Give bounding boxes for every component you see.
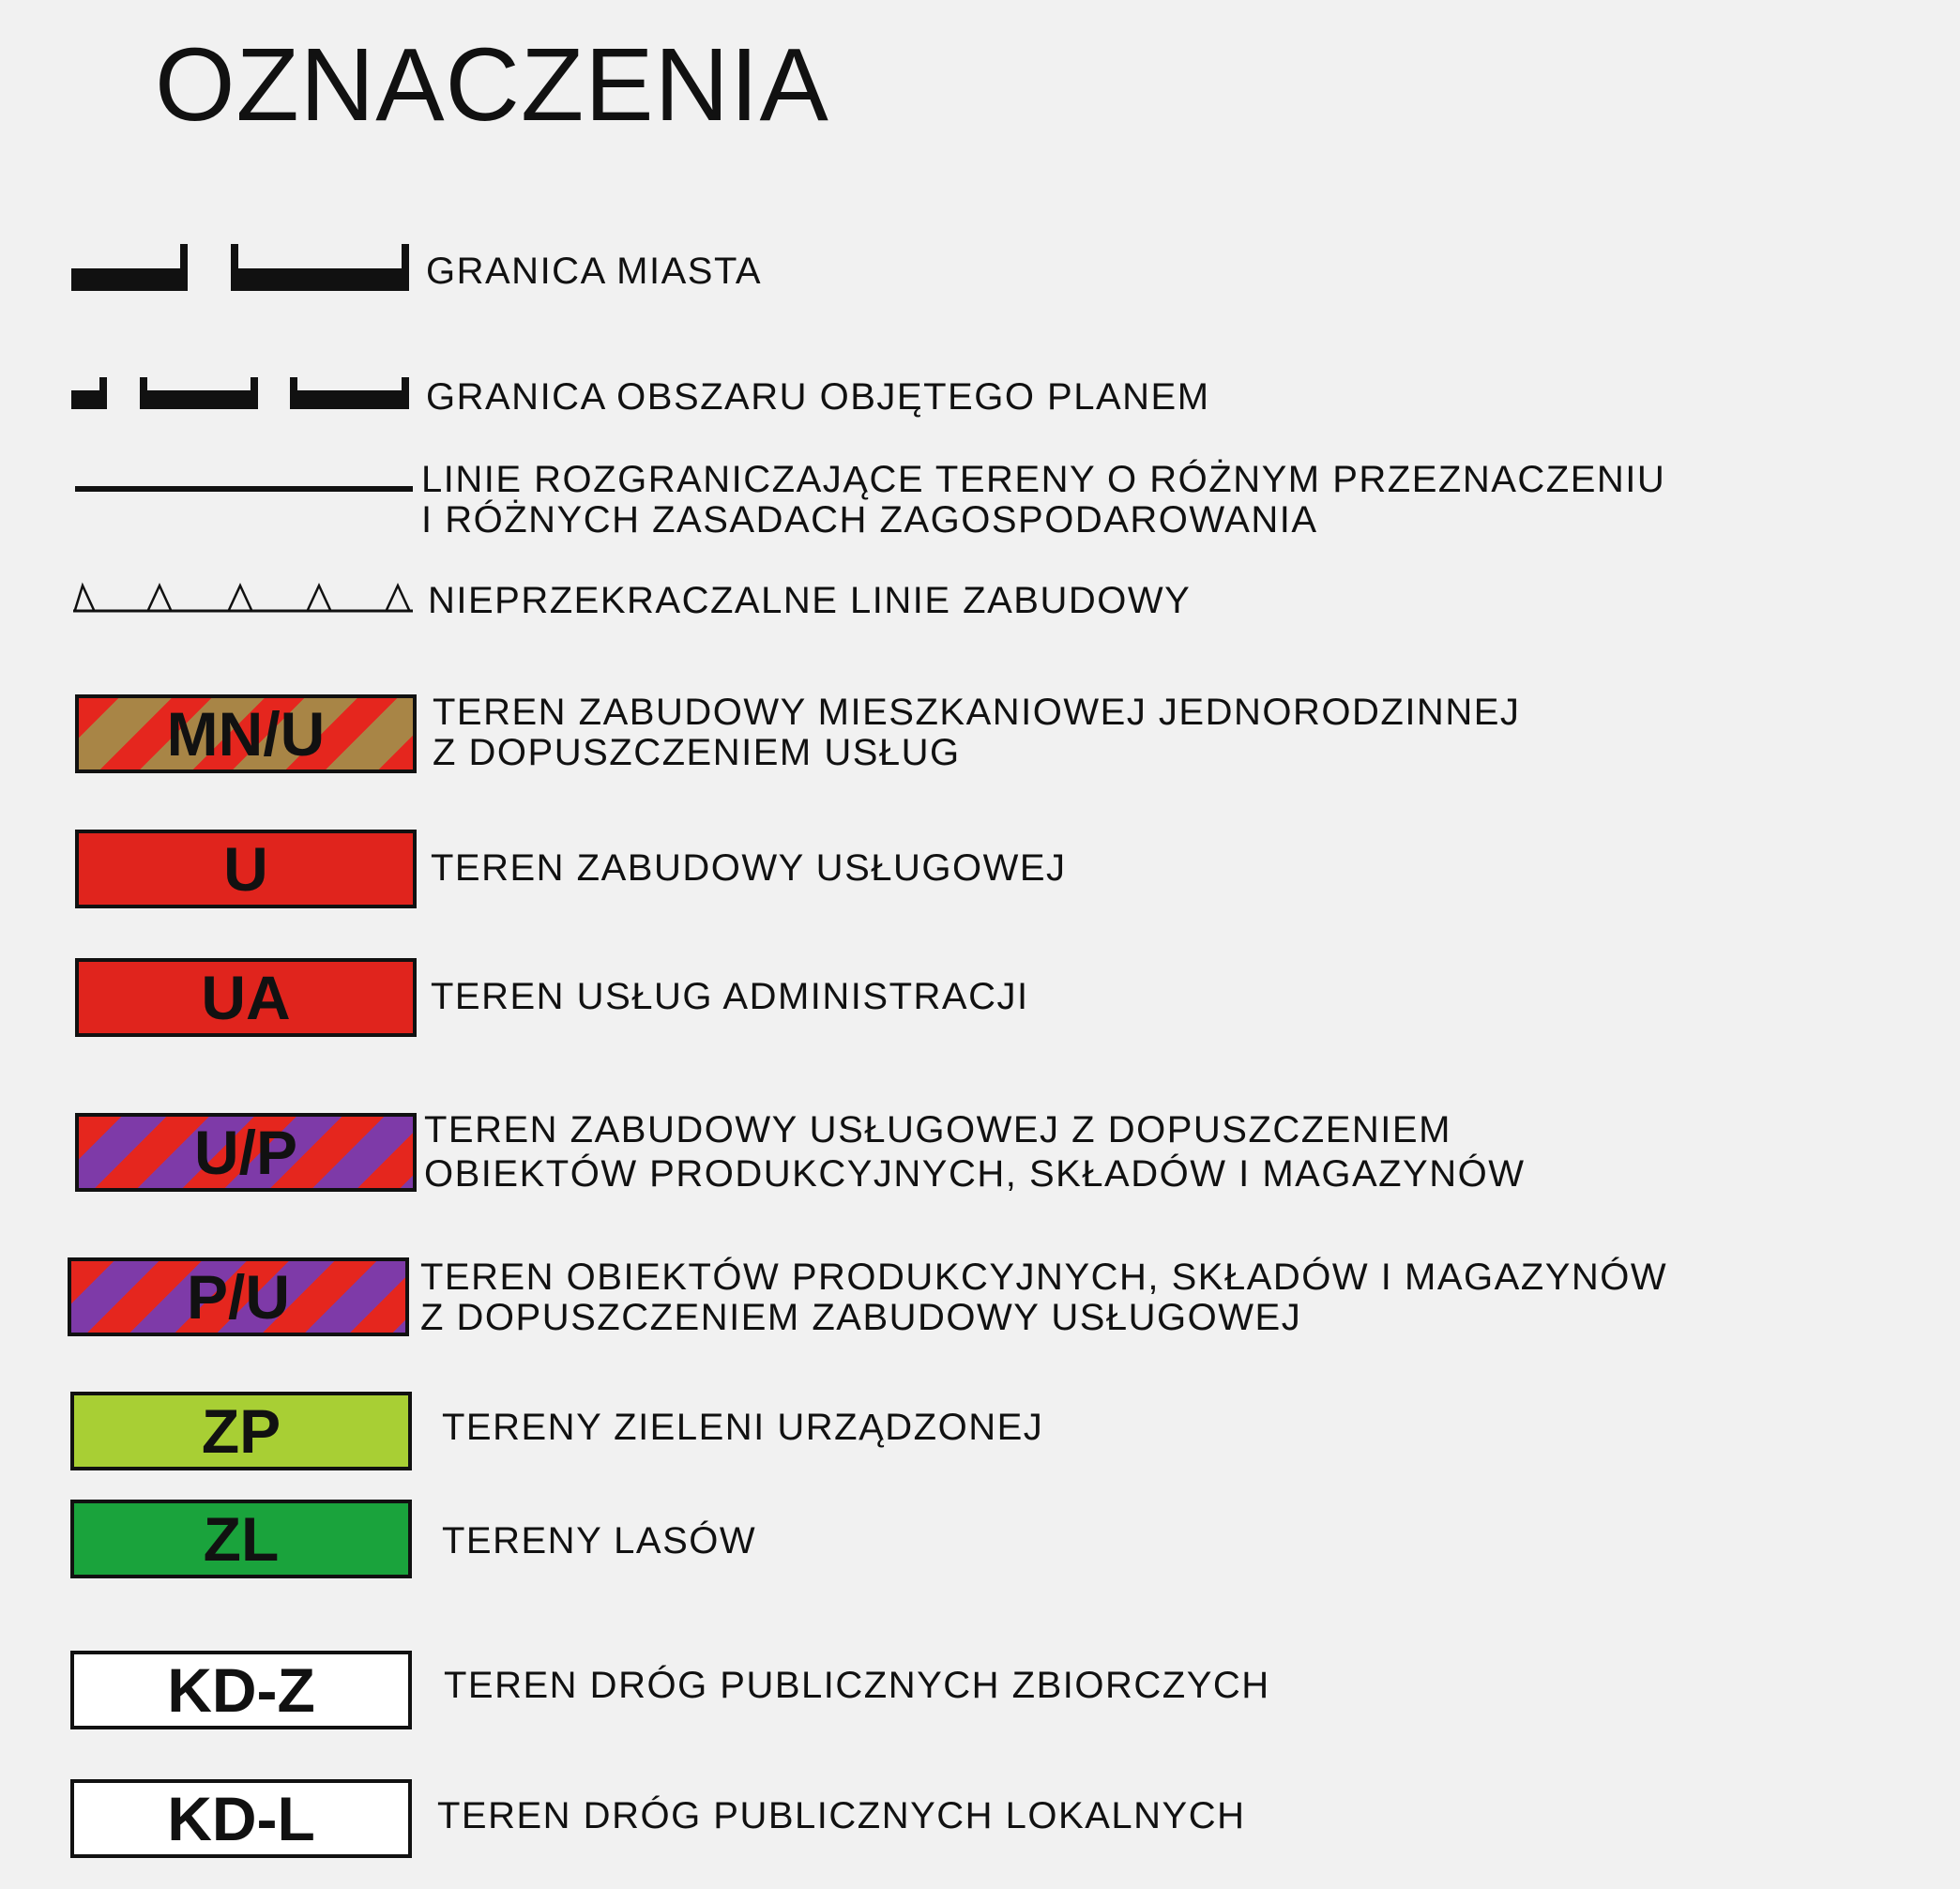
kdl-code: KD-L — [167, 1784, 315, 1853]
pu-swatch — [68, 1257, 409, 1336]
legend-title: OZNACZENIA — [155, 27, 829, 143]
u-label: TEREN ZABUDOWY USŁUGOWEJ — [431, 847, 1067, 889]
zp-code: ZP — [201, 1396, 281, 1466]
city-boundary-symbol — [71, 242, 411, 295]
pu-label — [420, 1257, 1667, 1338]
zp-label: TERENY ZIELENI URZĄDZONEJ — [442, 1407, 1044, 1448]
up-label-line2: OBIEKTÓW PRODUKCYJNYCH, SKŁADÓW I MAGAZYNÓW — [424, 1153, 1526, 1195]
building-line-symbol — [73, 580, 415, 614]
pu-code: P/U — [186, 1262, 291, 1332]
plan-boundary-symbol — [71, 375, 411, 413]
kdz-swatch — [70, 1651, 412, 1729]
up-swatch — [75, 1113, 417, 1192]
ua-label: TEREN USŁUG ADMINISTRACJI — [431, 976, 1029, 1017]
zl-swatch — [70, 1500, 412, 1578]
kdl-label: TEREN DRÓG PUBLICZNYCH LOKALNYCH — [437, 1795, 1246, 1836]
zl-code: ZL — [203, 1504, 280, 1574]
kdz-code: KD-Z — [167, 1655, 315, 1725]
zp-swatch — [70, 1392, 412, 1470]
up-code: U/P — [193, 1118, 298, 1187]
mnu-label-line1: TEREN ZABUDOWY MIESZKANIOWEJ JEDNORODZINNEJ — [433, 692, 1521, 733]
demarcation-lines-label-line1: LINIE ROZGRANICZAJĄCE TERENY O RÓŻNYM PRZEZNACZENIU — [421, 459, 1666, 500]
ua-swatch — [75, 958, 417, 1037]
kdl-swatch — [70, 1779, 412, 1858]
demarcation-lines-label-line2: I RÓŻNYCH ZASADACH ZAGOSPODAROWANIA — [421, 499, 1318, 541]
ua-code: UA — [201, 963, 291, 1032]
mnu-swatch — [75, 694, 417, 773]
plan-boundary-label: GRANICA OBSZARU OBJĘTEGO PLANEM — [426, 376, 1210, 418]
up-label — [424, 1108, 1525, 1196]
building-lines-label: NIEPRZEKRACZALNE LINIE ZABUDOWY — [428, 580, 1192, 621]
pu-label-line1: TEREN OBIEKTÓW PRODUKCYJNYCH, SKŁADÓW I MAGAZYNÓW — [420, 1257, 1668, 1298]
pu-label-line2: Z DOPUSZCZENIEM ZABUDOWY USŁUGOWEJ — [420, 1297, 1302, 1338]
zl-label: TERENY LASÓW — [442, 1520, 757, 1561]
mnu-label — [433, 693, 1520, 773]
kdz-label: TEREN DRÓG PUBLICZNYCH ZBIORCZYCH — [444, 1665, 1270, 1706]
mnu-code: MN/U — [166, 699, 326, 769]
mnu-label-line2: Z DOPUSZCZENIEM USŁUG — [433, 732, 961, 773]
up-label-line1: TEREN ZABUDOWY USŁUGOWEJ Z DOPUSZCZENIEM — [424, 1109, 1451, 1150]
city-boundary-label: GRANICA MIASTA — [426, 251, 763, 292]
demarcation-line-symbol — [75, 486, 413, 492]
demarcation-lines-label — [421, 460, 1665, 541]
u-code: U — [223, 834, 268, 904]
u-swatch — [75, 830, 417, 908]
